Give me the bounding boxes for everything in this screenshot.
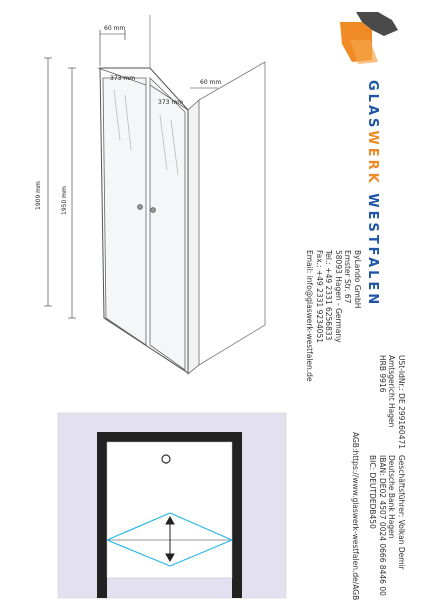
company-address-block — [305, 250, 362, 382]
bank-line: Geschäftsführer: Volkan Demir — [397, 455, 406, 570]
company-line: Fax.: +49 2331 9234051 — [315, 250, 324, 344]
dim-side-depth: 60 mm — [200, 79, 222, 86]
left-knob — [138, 205, 143, 210]
shower-door-drawing — [100, 15, 265, 374]
plan-top-wall — [97, 432, 242, 442]
company-line: Email: info@glaswerk-westfalen.de — [305, 250, 315, 382]
registry-block — [378, 355, 407, 449]
agb-link[interactable]: AGB:https://www.glaswerk-westfalen.de/AGB — [351, 432, 360, 600]
plan-right-wall — [232, 432, 242, 598]
side-wall — [188, 100, 199, 374]
company-line: ByLando GmbH — [353, 250, 362, 309]
bank-line: BIC: DEUTDEDB450 — [368, 455, 378, 529]
registry-line: USt-IdNr.: DE 299160471 — [397, 355, 406, 450]
company-line: Emster Str. 67 — [343, 250, 353, 304]
brand-word-glas: GLAS — [365, 80, 380, 131]
dim-height-outer: 1909 mm — [35, 181, 42, 210]
drain-icon — [162, 455, 170, 463]
left-door-panel — [103, 78, 146, 345]
brand-wordmark — [365, 80, 380, 307]
dim-top-depth: 60 mm — [104, 25, 126, 32]
right-knob — [151, 208, 156, 213]
dim-height-inner: 1950 mm — [61, 186, 68, 215]
dim-right-door: 373 mm — [158, 99, 184, 106]
agb-block — [351, 432, 361, 600]
company-line: 58093 Hagen - Germany — [334, 250, 343, 343]
company-line: Tel.: +49 2331 6256833 — [324, 250, 334, 341]
bank-line: IBAN: DE02 4507 0024 0666 8446 00 — [378, 455, 387, 596]
bank-line: Deutsche Bank Hagen — [387, 455, 397, 539]
registry-line: HRB 9916 — [378, 355, 387, 393]
floor-plan — [58, 413, 286, 598]
brand-word-westfalen: WESTFALEN — [365, 193, 380, 308]
registry-line: Amtsgericht Hagen — [387, 355, 397, 428]
right-door-panel — [150, 78, 185, 370]
plan-left-wall — [97, 432, 107, 598]
dim-left-door: 373 mm — [110, 75, 136, 82]
glaswerk-logo-icon — [340, 12, 398, 64]
bank-block — [368, 455, 406, 596]
brand-word-werk: WERK — [365, 130, 380, 186]
